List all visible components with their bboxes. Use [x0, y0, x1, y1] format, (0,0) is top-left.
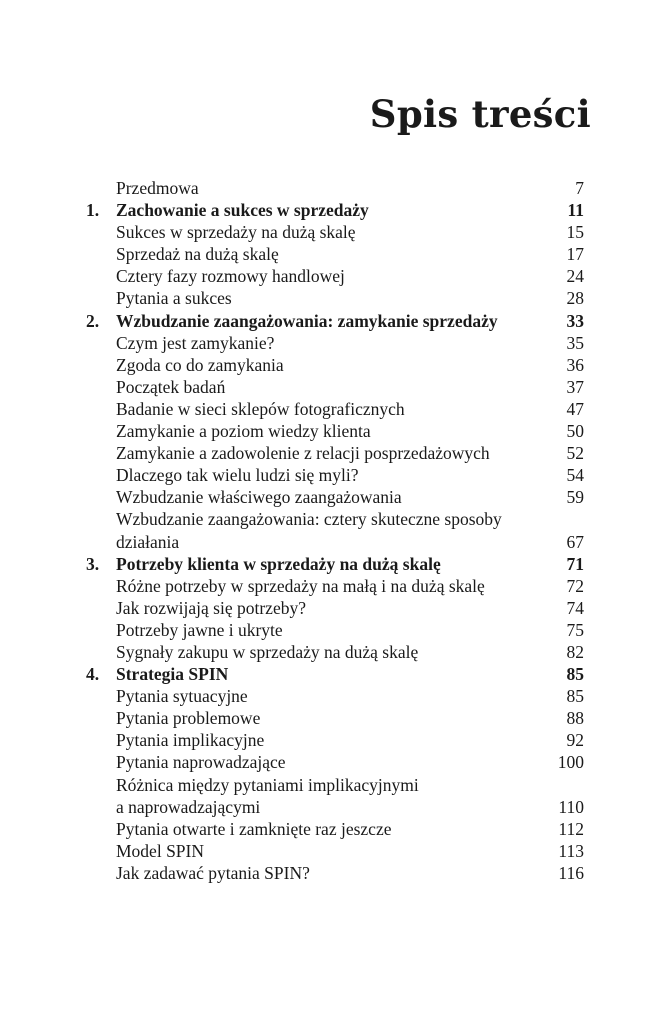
- table-of-contents: [86, 177, 584, 884]
- toc-chapter-row: [86, 553, 584, 575]
- section-title: Pytania sytuacyjne: [116, 686, 248, 707]
- toc-entry-row: [86, 707, 584, 729]
- section-title: Wzbudzanie właściwego zaangażowania: [116, 487, 402, 508]
- toc-entry-row: [86, 619, 584, 641]
- section-title: Potrzeby jawne i ukryte: [116, 619, 283, 640]
- page-number: 110: [558, 796, 584, 817]
- section-title: Zamykanie a zadowolenie z relacji posprzedażowych: [116, 443, 490, 464]
- section-title: Pytania a sukces: [116, 288, 232, 309]
- toc-entry-row: [86, 265, 584, 287]
- toc-entry-row: [86, 685, 584, 707]
- section-title: Zgoda co do zamykania: [116, 354, 284, 375]
- section-title: Przedmowa: [116, 178, 199, 198]
- page-number: 88: [566, 708, 584, 729]
- page-number: 112: [558, 818, 584, 839]
- toc-chapter-row: [86, 663, 584, 685]
- page-number: 36: [566, 354, 584, 375]
- page-number: 24: [566, 266, 584, 287]
- section-title: Jak zadawać pytania SPIN?: [116, 862, 310, 883]
- toc-entry-row: [86, 508, 584, 530]
- toc-entry-row: [86, 442, 584, 464]
- page-number: 59: [566, 487, 584, 508]
- toc-chapter-row: [86, 199, 584, 221]
- section-title: Pytania problemowe: [116, 708, 261, 729]
- toc-entry-row: [86, 354, 584, 376]
- page-number: 67: [566, 531, 584, 552]
- toc-entry-row: [86, 575, 584, 597]
- toc-entry-row: [86, 796, 584, 818]
- toc-entry-row: [86, 597, 584, 619]
- page-number: 72: [566, 575, 584, 596]
- chapter-number: 4.: [86, 664, 100, 685]
- section-title: Jak rozwijają się potrzeby?: [116, 597, 306, 618]
- page-number: 75: [566, 619, 584, 640]
- page-title: Spis treści: [369, 92, 591, 136]
- page-number: 113: [558, 840, 584, 861]
- page-number: 85: [566, 664, 584, 685]
- page-number: 28: [566, 288, 584, 309]
- section-title: Początek badań: [116, 376, 226, 397]
- page-number: 15: [566, 222, 584, 243]
- toc-entry-row: [86, 464, 584, 486]
- section-title: Badanie w sieci sklepów fotograficznych: [116, 398, 405, 419]
- section-title: Pytania implikacyjne: [116, 730, 265, 751]
- page-number: 92: [566, 730, 584, 751]
- toc-entry-row: [86, 221, 584, 243]
- section-title: Czym jest zamykanie?: [116, 332, 275, 353]
- page-number: 17: [566, 244, 584, 265]
- section-title: Wzbudzanie zaangażowania: cztery skuteczne sposoby: [116, 509, 502, 530]
- section-title: Model SPIN: [116, 840, 204, 861]
- page-number: 47: [566, 398, 584, 419]
- toc-chapter-row: [86, 310, 584, 332]
- section-title: Sygnały zakupu w sprzedaży na dużą skalę: [116, 641, 419, 662]
- section-title: Cztery fazy rozmowy handlowej: [116, 266, 345, 287]
- section-title: Różne potrzeby w sprzedaży na małą i na dużą skalę: [116, 575, 485, 596]
- chapter-title: Strategia SPIN: [116, 664, 229, 685]
- page-number: 37: [566, 376, 584, 397]
- page-number: 35: [566, 332, 584, 353]
- chapter-title: Zachowanie a sukces w sprzedaży: [116, 200, 369, 221]
- page-number: 71: [566, 553, 584, 574]
- toc-entry-row: [86, 243, 584, 265]
- section-title: Pytania otwarte i zamknięte raz jeszcze: [116, 818, 392, 839]
- section-title: a naprowadzającymi: [116, 796, 261, 817]
- toc-entry-row: [86, 398, 584, 420]
- section-title: Dlaczego tak wielu ludzi się myli?: [116, 465, 359, 486]
- page-number: 100: [557, 752, 584, 773]
- page-number: 52: [566, 443, 584, 464]
- toc-entry-row: [86, 332, 584, 354]
- toc-entry-row: [86, 420, 584, 442]
- toc-entry-row: [86, 818, 584, 840]
- page-number: 74: [566, 597, 584, 618]
- toc-entry-row: [86, 641, 584, 663]
- page-number: 54: [566, 465, 584, 486]
- section-title: działania: [116, 531, 180, 552]
- page-number: 33: [566, 310, 584, 331]
- chapter-number: 2.: [86, 310, 100, 331]
- toc-entry-row: [86, 531, 584, 553]
- page-number: 85: [566, 686, 584, 707]
- section-title: Sukces w sprzedaży na dużą skalę: [116, 222, 356, 243]
- chapter-number: 3.: [86, 553, 100, 574]
- toc-entry-row: [86, 177, 584, 199]
- toc-entry-row: [86, 774, 584, 796]
- toc-entry-row: [86, 376, 584, 398]
- toc-entry-row: [86, 486, 584, 508]
- section-title: Sprzedaż na dużą skalę: [116, 244, 279, 265]
- toc-entry-row: [86, 729, 584, 751]
- chapter-title: Potrzeby klienta w sprzedaży na dużą skalę: [116, 553, 441, 574]
- page-number: 11: [567, 200, 584, 221]
- chapter-number: 1.: [86, 200, 100, 221]
- chapter-title: Wzbudzanie zaangażowania: zamykanie sprzedaży: [116, 310, 498, 331]
- toc-entry-row: [86, 751, 584, 773]
- toc-entry-row: [86, 840, 584, 862]
- section-title: Różnica między pytaniami implikacyjnymi: [116, 774, 419, 795]
- page-number: 7: [575, 178, 584, 198]
- toc-entry-row: [86, 287, 584, 309]
- page-number: 50: [566, 421, 584, 442]
- toc-entry-row: [86, 862, 584, 884]
- page-number: 82: [566, 641, 584, 662]
- section-title: Zamykanie a poziom wiedzy klienta: [116, 421, 371, 442]
- section-title: Pytania naprowadzające: [116, 752, 286, 773]
- page-number: 116: [558, 862, 584, 883]
